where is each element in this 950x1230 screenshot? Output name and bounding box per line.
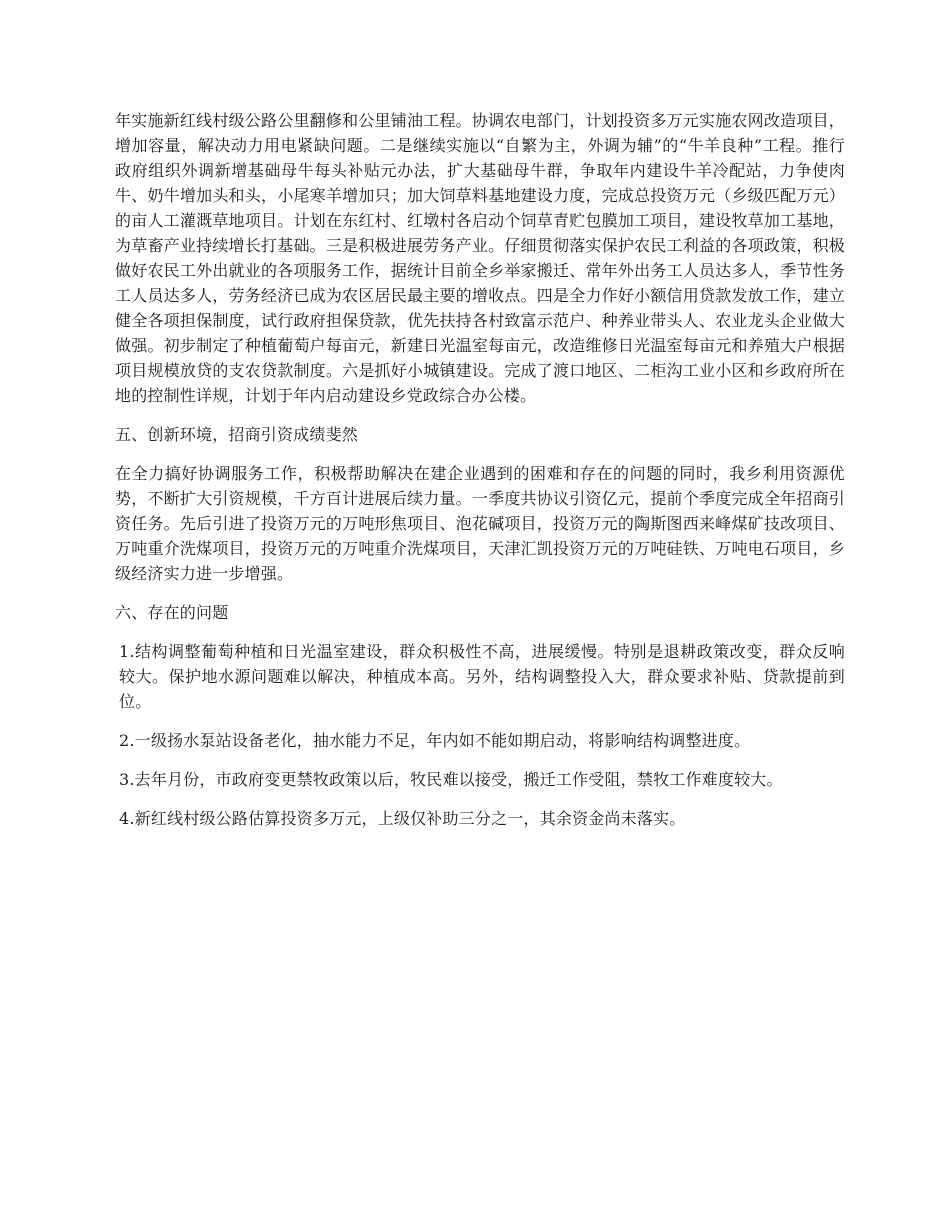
section-heading-problems: 六、存在的问题 (115, 603, 229, 622)
problem-item-4: 4.新红线村级公路估算投资多万元，上级仅补助三分之一，其余资金尚未落实。 (119, 809, 686, 828)
document-body (115, 108, 845, 845)
problem-item-2: 2.一级扬水泵站设备老化，抽水能力不足，年内如不能如期启动，将影响结构调整进度。 (119, 731, 751, 750)
section-heading-investment: 五、创新环境，招商引资成绩斐然 (115, 425, 359, 444)
problem-item-3: 3.去年月份，市政府变更禁牧政策以后，牧民难以接受，搬迁工作受阻，禁牧工作难度较大。 (119, 770, 783, 789)
paragraph-agriculture-measures: 年实施新红线村级公路公里翻修和公里铺油工程。协调农电部门，计划投资多万元实施农网改造项目，增加容量，解决动力用电紧缺问题。二是继续实施以“自繁为主，外调为辅”的“牛羊良种”工程。推行政府组织外调新增基础母牛每头补贴元办法，扩大基础母牛群，争取年内建设牛羊冷配站，力争使肉牛、奶牛增加头和头，小尾寒羊增加只；加大饲草料基地建设力度，完成总投资万元（乡级匹配万元）的亩人工灌溉草地项目。计划在东红村、红墩村各启动个饲草青贮包膜加工项目，建设牧草加工基地，为草畜产业持续增长打基础。三是积极进展劳务产业。仔细贯彻落实保护农民工利益的各项政策，积极做好农民工外出就业的各项服务工作，据统计目前全乡举家搬迁、常年外出务工人员达多人，季节性务工人员达多人，劳务经济已成为农区居民最主要的增收点。四是全力作好小额信用贷款发放工作，建立健全各项担保制度，试行政府担保贷款，优先扶持各村致富示范户、种养业带头人、农业龙头企业做大做强。初步制定了种植葡萄户每亩元，新建日光温室每亩元，改造维修日光温室每亩元和养殖大户根据项目规模放贷的支农贷款制度。六是抓好小城镇建设。完成了渡口地区、二柜沟工业小区和乡政府所在地的控制性详规，计划于年内启动建设乡党政综合办公楼。 (115, 111, 845, 405)
problem-item-1: 1.结构调整葡萄种植和日光温室建设，群众积极性不高，进展缓慢。特别是退耕政策改变，群众反响较大。保护地水源问题难以解决，种植成本高。另外，结构调整投入大，群众要求补贴、贷款提前到位。 (119, 642, 845, 711)
paragraph-investment: 在全力搞好协调服务工作，积极帮助解决在建企业遇到的困难和存在的问题的同时，我乡利用资源优势，不断扩大引资规模，千方百计进展后续力量。一季度共协议引资亿元，提前个季度完成全年招商引资任务。先后引进了投资万元的万吨形焦项目、泡花碱项目，投资万元的陶斯图西来峰煤矿技改项目、万吨重介洗煤项目，投资万元的万吨重介洗煤项目，天津汇凯投资万元的万吨硅铁、万吨电石项目，乡级经济实力进一步增强。 (115, 464, 845, 583)
